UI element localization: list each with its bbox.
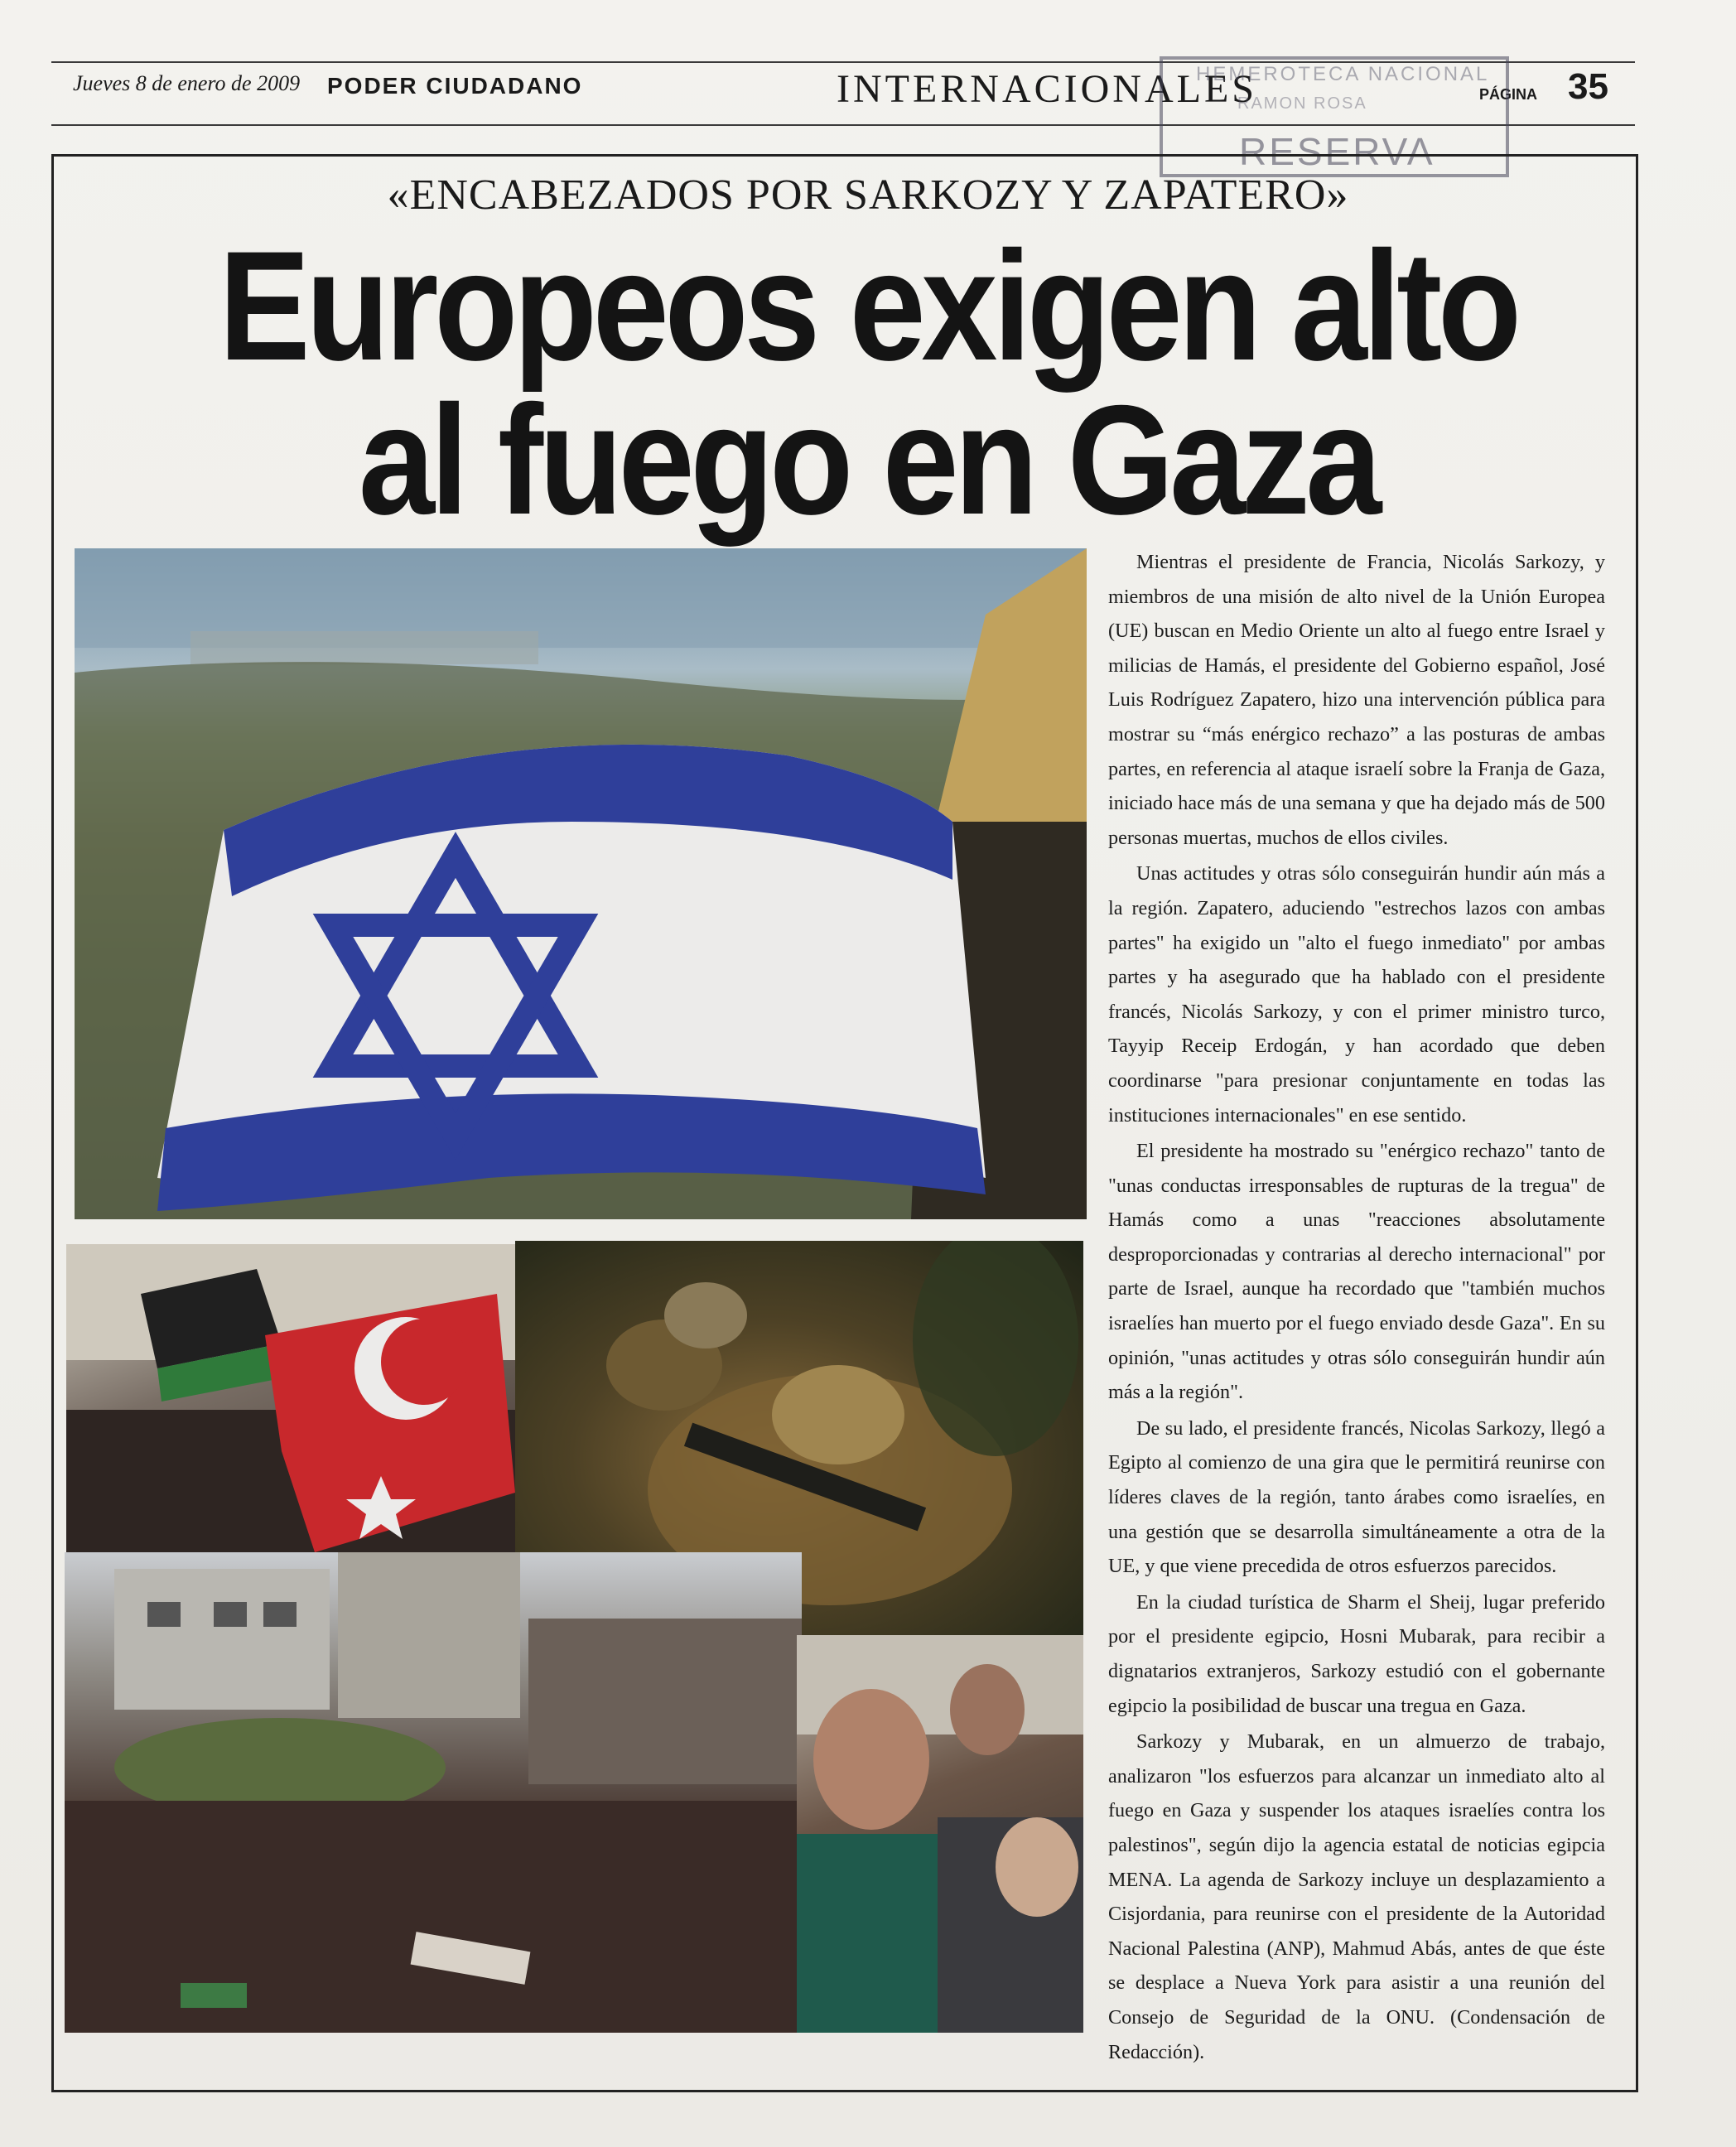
article-kicker: «ENCABEZADOS POR SARKOZY Y ZAPATERO» — [387, 171, 1349, 219]
photo-protest-turkish-flag — [66, 1244, 515, 1552]
mourners-illustration — [797, 1635, 1083, 2033]
issue-date: Jueves 8 de enero de 2009 — [73, 71, 301, 95]
page-label: PÁGINA — [1479, 86, 1538, 103]
photo-funeral-crowd — [65, 1552, 802, 2033]
photo-mourners — [797, 1635, 1083, 2033]
article-headline — [104, 219, 1632, 547]
crowd-illustration — [65, 1552, 802, 2033]
headline-line-1: Europeos exigen alto — [219, 219, 1517, 393]
article-body — [1108, 545, 1605, 2071]
stamp-line-3: RESERVA — [1239, 130, 1435, 173]
section-title: INTERNACIONALES — [837, 67, 1257, 111]
stamp-line-2: RAMON ROSA — [1237, 94, 1367, 113]
article-paragraph: De su lado, el presidente francés, Nicolas Sarkozy, llegó a Egipto al comienzo de una gira que le permitirá reunirse con líderes claves de la región, tanto árabes como israelíes, en una gestión que se desarrolla simultáneamente a otra de la UE, y que viene precedida de otros esfuerzos parecidos. — [1108, 1416, 1605, 1578]
article-paragraph: Mientras el presidente de Francia, Nicolás Sarkozy, y miembros de una misión de alto nivel de la Unión Europea (UE) buscan en Medio Oriente un alto al fuego entre Israel y milicias de Hamás, el presidente del Gobierno español, José Luis Rodríguez Zapatero, hizo una intervención pública para mostrar su “más enérgico rechazo” a las posturas de ambas partes, en referencia al ataque israelí sobre la Franja de Gaza, iniciado hace más de una semana y que ha dejado más de 500 personas muertas, muchos de ellos civiles. — [1108, 551, 1605, 849]
article-paragraph: Unas actitudes y otras sólo conseguirán hundir aún más a la región. Zapatero, aduciendo "estrechos lazos con ambas partes" ha exigido un "alto el fuego inmediato" por ambas partes y ha asegurado que ha hablado con el presidente francés, Nicolás Sarkozy, y con el primer ministro turco, Tayyip Receip Erdogán, y han acordado que deben coordinarse "para presionar conjuntamente en todas las instituciones internacionales" en ese sentido. — [1108, 862, 1605, 1127]
headline-line-2: al fuego en Gaza — [358, 373, 1378, 547]
page-number: 35 — [1568, 66, 1608, 107]
newspaper-name: PODER CIUDADANO — [327, 73, 583, 99]
article-paragraph: El presidente ha mostrado su "enérgico rechazo" tanto de "unas conductas irresponsables de rupturas de la tregua" de Hamás como a unas "reacciones absolutamente desproporcionadas y contrarias al derecho internacional" por parte de Israel, aunque ha recordado que "también muchos israelíes han muerto por el fuego enviado desde Gaza". En su opinión, "unas actitudes y otras sólo conseguirán hundir aún más a la región". — [1108, 1140, 1605, 1404]
israeli-flag-illustration — [75, 548, 1087, 1219]
photo-israeli-flag — [75, 548, 1087, 1219]
stamp-line-1: HEMEROTECA NACIONAL — [1196, 63, 1490, 85]
article-paragraph: En la ciudad turística de Sharm el Sheij, lugar preferido por el presidente egipcio, Hosni Mubarak, para recibir a dignatarios extranjeros, Sarkozy estudió con el gobernante egipcio la posibilidad de buscar una tregua en Gaza. — [1108, 1590, 1605, 1717]
protest-illustration — [66, 1244, 515, 1552]
article-paragraph: Sarkozy y Mubarak, en un almuerzo de trabajo, analizaron "los esfuerzos para alcanzar un inmediato alto al fuego en Gaza y suspender los ataques israelíes contra los palestinos", según dijo la agencia estatal de noticias egipcia MENA. La agenda de Sarkozy incluye un desplazamiento a Cisjordania, para reunirse con el presidente de la Autoridad Nacional Palestina (ANP), Mahmud Abás, antes de que éste se desplace a Nueva York para asistir a una reunión del Consejo de Seguridad de la ONU. (Condensación de Redacción). — [1108, 1730, 1605, 2063]
